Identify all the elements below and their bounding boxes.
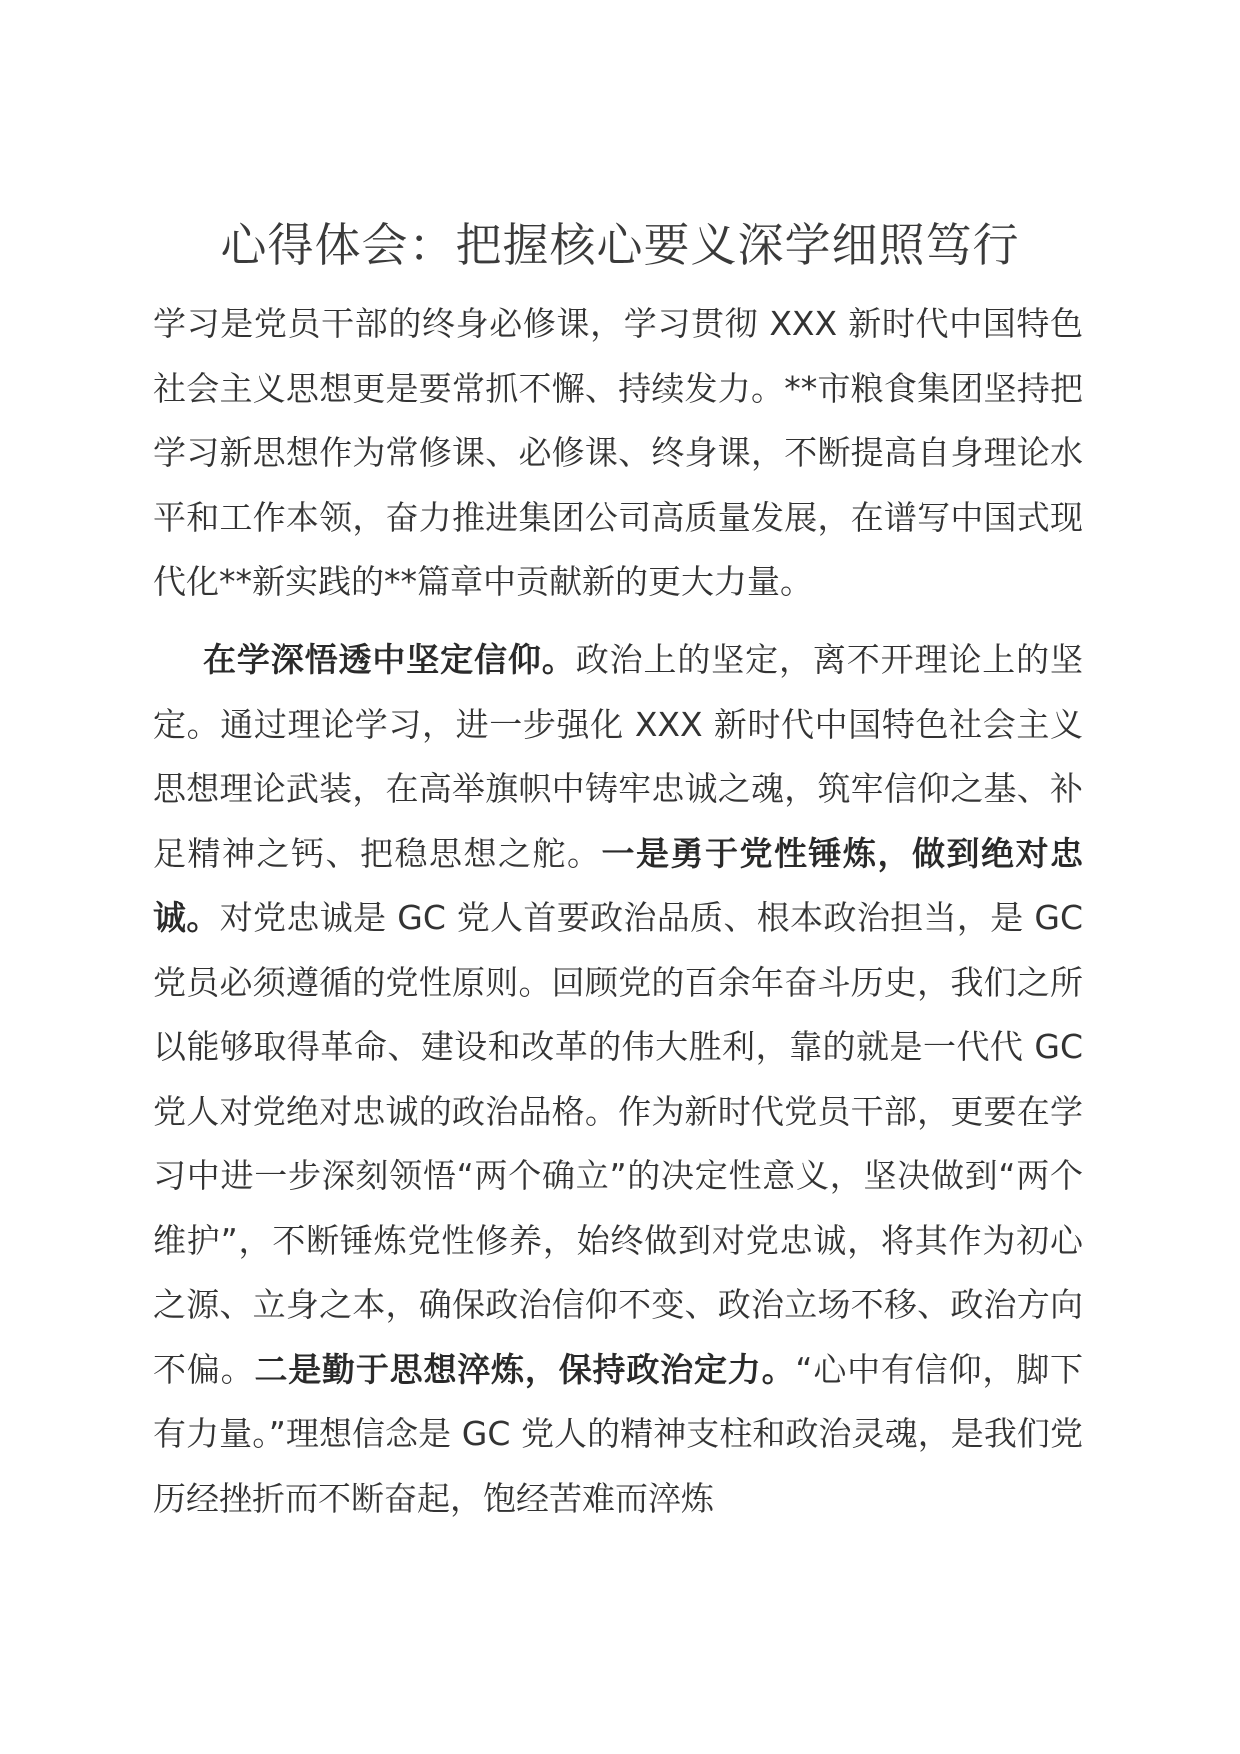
- intro-paragraph: 学习是党员干部的终身必修课，学习贯彻 XXX 新时代中国特色社会主义思想更是要常抓不懈、持续发力。**市粮食集团坚持把学习新思想作为常修课、必修课、终身课，不断提高自身理论水平和工作本领，奋力推进集团公司高质量发展，在谱写中国式现代化**新实践的**篇章中贡献新的更大力量。: [153, 304, 1083, 601]
- section-heading: 在学深悟透中坚定信仰。: [203, 640, 576, 679]
- section-text-c: “心中有信仰，脚下有力量。”理想信念是 GC 党人的精神支柱和政治灵魂，是我们党历经挫折而不断奋起，饱经苦难而淬炼: [153, 1349, 1084, 1518]
- point-one-heading: 一是勇于党性锤炼，做到绝对忠诚。: [153, 833, 1083, 937]
- section-paragraph: [153, 628, 1083, 1531]
- section-text-b: 对党忠诚是 GC 党人首要政治品质、根本政治担当，是 GC 党员必须遵循的党性原则。回顾党的百余年奋斗历史，我们之所以能够取得革命、建设和改革的伟大胜利，靠的就是一代代 GC 党人对党绝对忠诚的政治品格。作为新时代党员干部，更要在学习中进一步深刻领悟“两个确立”的决定性意义，坚决做到“两个维护”，不断锤炼党性修养，始终做到对党忠诚，将其作为初心之源、立身之本，确保政治信仰不变、政治立场不移、政治方向不偏。: [153, 898, 1084, 1389]
- section-text-a: 政治上的坚定，离不开理论上的坚定。通过理论学习，进一步强化 XXX 新时代中国特色社会主义思想理论武装，在高举旗帜中铸牢忠诚之魂，筑牢信仰之基、补足精神之钙、把稳思想之舵。: [153, 640, 1084, 873]
- point-two-heading: 二是勤于思想淬炼，保持政治定力。: [254, 1349, 796, 1389]
- document-title: 心得体会：把握核心要义深学细照笃行: [220, 218, 1020, 272]
